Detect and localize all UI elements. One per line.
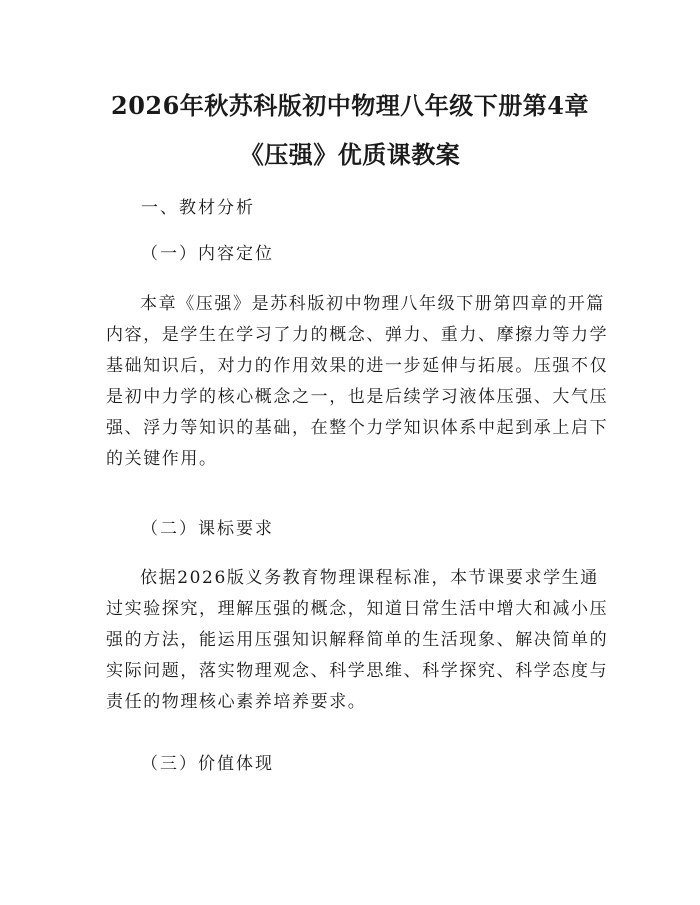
document-title-line-2: 《压强》优质课教案	[239, 140, 461, 169]
document-title-line-1: 2026年秋苏科版初中物理八年级下册第4章	[111, 91, 589, 120]
paragraph-line: 强、浮力等知识的基础，在整个力学知识体系中起到承上启下	[106, 418, 609, 438]
subsection-heading-value-embodiment: （三）价值体现	[141, 754, 274, 774]
paragraph-line: 依据2026版义务教育物理课程标准，本节课要求学生通	[140, 568, 599, 588]
paragraph-line: 的关键作用。	[106, 449, 218, 469]
paragraph-line: 强的方法，能运用压强知识解释简单的生活现象、解决简单的	[106, 630, 609, 650]
paragraph-line: 过实验探究，理解压强的概念，知道日常生活中增大和减小压	[106, 599, 609, 619]
paragraph-line: 责任的物理核心素养培养要求。	[106, 692, 367, 712]
subsection-heading-content-positioning: （一）内容定位	[141, 244, 274, 264]
paragraph-line: 实际问题，落实物理观念、科学思维、科学探究、科学态度与	[106, 661, 609, 681]
paragraph-curriculum-requirements	[106, 563, 609, 718]
paragraph-content-positioning	[106, 289, 609, 475]
section-heading-textbook-analysis: 一、教材分析	[141, 198, 255, 218]
subsection-heading-curriculum-requirements: （二）课标要求	[141, 519, 274, 539]
paragraph-line: 基础知识后，对力的作用效果的进一步延伸与拓展。压强不仅	[106, 356, 609, 376]
paragraph-line: 内容，是学生在学习了力的概念、弹力、重力、摩擦力等力学	[106, 325, 609, 345]
paragraph-line: 是初中力学的核心概念之一，也是后续学习液体压强、大气压	[106, 387, 609, 407]
paragraph-line: 本章《压强》是苏科版初中物理八年级下册第四章的开篇	[140, 294, 605, 314]
